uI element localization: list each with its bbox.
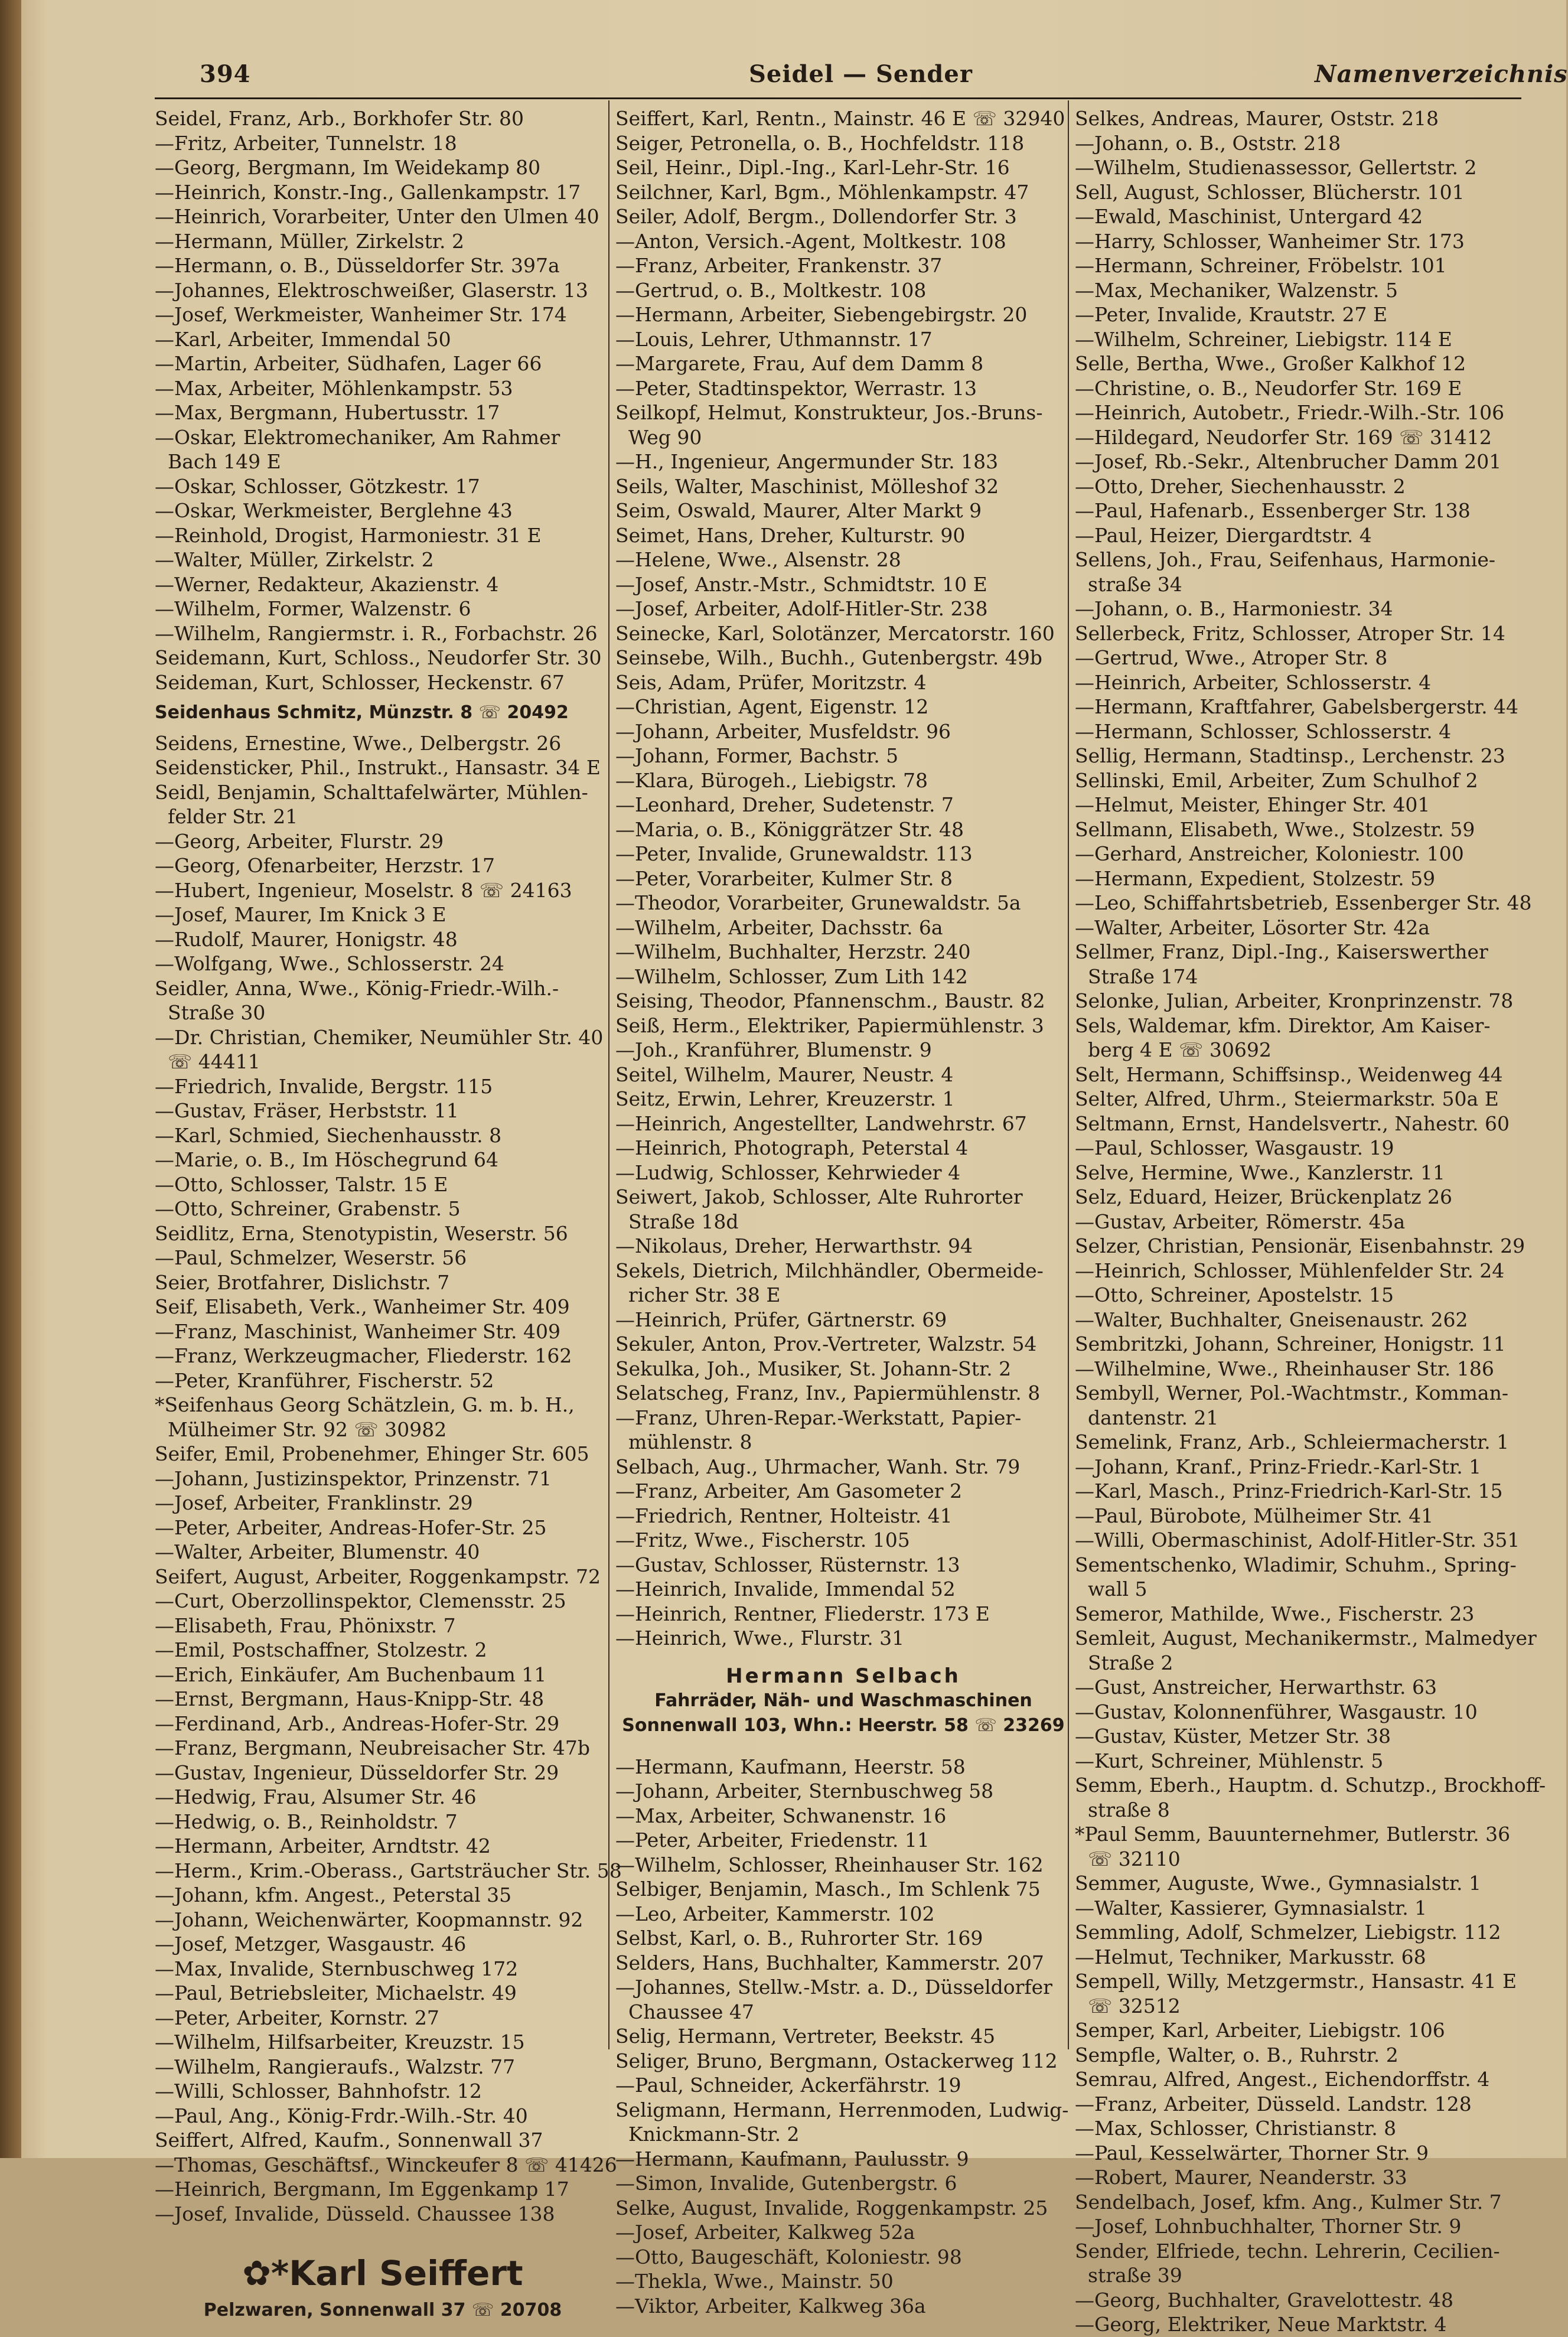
directory-entry: Seidens, Ernestine, Wwe., Delbergstr. 26 — [155, 731, 562, 755]
directory-entry: Seim, Oswald, Maurer, Alter Markt 9 — [615, 499, 982, 522]
directory-entry: —Oskar, Schlosser, Götzkestr. 17 — [155, 474, 480, 498]
directory-entry: Seilkopf, Helmut, Konstrukteur, Jos.-Bruns- — [615, 401, 1043, 424]
advert-hermann-selbach — [615, 1651, 1071, 1755]
directory-entry: —Wilhelm, Rangieraufs., Walzstr. 77 — [155, 2055, 516, 2078]
page-binding — [0, 0, 21, 2158]
directory-entry: Seiwert, Jakob, Schlosser, Alte Ruhrorter — [615, 1185, 1023, 1208]
advert-line: Sonnenwall 103, Whn.: Heerstr. 58 ☏ 23269 — [622, 1715, 1065, 1736]
directory-entry: —Gerhard, Anstreicher, Koloniestr. 100 — [1075, 842, 1464, 865]
directory-entry: —Wilhelm, Schreiner, Liebigstr. 114 E — [1075, 327, 1452, 351]
directory-entry: —Max, Invalide, Sternbuschweg 172 — [155, 1957, 519, 1980]
directory-entry: —Max, Mechaniker, Walzenstr. 5 — [1075, 278, 1399, 302]
directory-entry: ☏ 32512 — [1088, 1994, 1181, 2017]
advert-name: Hermann Selbach — [726, 1664, 961, 1688]
directory-entry: Sender, Elfriede, techn. Lehrerin, Cecilien- — [1075, 2239, 1500, 2263]
directory-entry: —Josef, Werkmeister, Wanheimer Str. 174 — [155, 303, 567, 326]
directory-entry: Sellinski, Emil, Arbeiter, Zum Schulhof 2 — [1075, 768, 1478, 792]
directory-entry: —Max, Arbeiter, Möhlenkampstr. 53 — [155, 376, 513, 400]
directory-entry: —Georg, Buchhalter, Gravelottestr. 48 — [1075, 2288, 1454, 2312]
directory-entry: —Paul, Schlosser, Wasgaustr. 19 — [1075, 1136, 1394, 1159]
directory-entry: Seidenhaus Schmitz, Münzstr. 8 ☏ 20492 — [155, 702, 569, 723]
directory-entry: —Johann, Weichenwärter, Koopmannstr. 92 — [155, 1908, 583, 1931]
directory-entry: —Josef, Arbeiter, Franklinstr. 29 — [155, 1491, 473, 1514]
directory-entry: —Theodor, Vorarbeiter, Grunewaldstr. 5a — [615, 891, 1021, 914]
directory-entry: Seinsebe, Wilh., Buchh., Gutenbergstr. 49b — [615, 646, 1042, 669]
directory-entry: —Heinrich, Vorarbeiter, Unter den Ulmen 40 — [155, 205, 599, 228]
directory-entry: Seligmann, Hermann, Herrenmoden, Ludwig- — [615, 2098, 1069, 2121]
directory-entry: —Gustav, Ingenieur, Düsseldorfer Str. 29 — [155, 1761, 559, 1784]
directory-entry: Sendelbach, Josef, kfm. Ang., Kulmer Str. 7 — [1075, 2190, 1502, 2214]
directory-entry: —Ludwig, Schlosser, Kehrwieder 4 — [615, 1161, 961, 1184]
directory-entry: —Wolfgang, Wwe., Schlosserstr. 24 — [155, 952, 504, 975]
directory-entry: —Nikolaus, Dreher, Herwarthstr. 94 — [615, 1234, 973, 1257]
directory-entry: —Paul, Kesselwärter, Thorner Str. 9 — [1075, 2141, 1429, 2165]
directory-entry: Sellerbeck, Fritz, Schlosser, Atroper Str. 14 — [1075, 621, 1505, 645]
directory-entry: Sekulka, Joh., Musiker, St. Johann-Str. 2 — [615, 1357, 1012, 1380]
directory-entry: Seiffert, Alfred, Kaufm., Sonnenwall 37 — [155, 2129, 543, 2152]
directory-entry: Selbst, Karl, o. B., Ruhrorter Str. 169 — [615, 1927, 983, 1950]
directory-entry: ☏ 44411 — [168, 1050, 260, 1073]
directory-entry: —Josef, Metzger, Wasgaustr. 46 — [155, 1932, 467, 1955]
directory-entry: Seif, Elisabeth, Verk., Wanheimer Str. 409 — [155, 1295, 570, 1318]
directory-entry: Seiler, Adolf, Bergm., Dollendorfer Str. 3 — [615, 205, 1017, 228]
directory-entry: Selle, Bertha, Wwe., Großer Kalkhof 12 — [1075, 352, 1466, 375]
directory-entry: Sellmann, Elisabeth, Wwe., Stolzestr. 59 — [1075, 817, 1475, 841]
entry-list — [155, 106, 622, 2226]
directory-entry: —Heinrich, Rentner, Fliederstr. 173 E — [615, 1602, 990, 1625]
directory-entry: —Walter, Arbeiter, Blumenstr. 40 — [155, 1540, 480, 1563]
directory-entry: —Paul, Betriebsleiter, Michaelstr. 49 — [155, 1981, 517, 2004]
directory-entry: —Hildegard, Neudorfer Str. 169 ☏ 31412 — [1075, 425, 1492, 449]
directory-entry: —Otto, Schlosser, Talstr. 15 E — [155, 1172, 448, 1196]
directory-entry: Straße 18d — [628, 1210, 739, 1233]
directory-entry: —Peter, Vorarbeiter, Kulmer Str. 8 — [615, 866, 953, 890]
directory-entry: dantenstr. 21 — [1088, 1406, 1219, 1429]
directory-entry: —Heinrich, Arbeiter, Schlosserstr. 4 — [1075, 670, 1432, 694]
directory-entry: straße 34 — [1088, 572, 1182, 596]
directory-entry: —Ewald, Maschinist, Untergard 42 — [1075, 205, 1423, 228]
directory-entry: —Josef, Arbeiter, Kalkweg 52a — [615, 2221, 915, 2244]
directory-entry: Straße 2 — [1088, 1651, 1173, 1674]
directory-entry: —Harry, Schlosser, Wanheimer Str. 173 — [1075, 229, 1465, 253]
directory-entry: Knickmann-Str. 2 — [628, 2123, 800, 2146]
directory-entry: —Otto, Dreher, Siechenhausstr. 2 — [1075, 474, 1406, 498]
directory-entry: Sellens, Joh., Frau, Seifenhaus, Harmonie- — [1075, 548, 1495, 571]
directory-entry: Selig, Hermann, Vertreter, Beekstr. 45 — [615, 2025, 996, 2048]
directory-entry: —Gertrud, o. B., Moltkestr. 108 — [615, 278, 927, 302]
directory-entry: —Max, Bergmann, Hubertusstr. 17 — [155, 401, 500, 424]
directory-entry: —Wilhelm, Hilfsarbeiter, Kreuzstr. 15 — [155, 2030, 525, 2054]
directory-entry: wall 5 — [1088, 1577, 1148, 1601]
directory-entry: Sempfle, Walter, o. B., Ruhrstr. 2 — [1075, 2043, 1399, 2067]
directory-entry: —Ernst, Bergmann, Haus-Knipp-Str. 48 — [155, 1687, 545, 1710]
entry-list — [615, 106, 1071, 1651]
directory-entry: —Franz, Uhren-Repar.-Werkstatt, Papier- — [615, 1406, 1022, 1429]
directory-entry: —Martin, Arbeiter, Südhafen, Lager 66 — [155, 352, 542, 375]
directory-entry: —Georg, Ofenarbeiter, Herzstr. 17 — [155, 854, 495, 877]
directory-entry: —Christian, Agent, Eigenstr. 12 — [615, 695, 929, 718]
directory-entry: —Heinrich, Photograph, Peterstal 4 — [615, 1136, 969, 1159]
directory-entry: —Fritz, Wwe., Fischerstr. 105 — [615, 1528, 910, 1552]
directory-entry: —Peter, Invalide, Krautstr. 27 E — [1075, 303, 1388, 326]
directory-entry: Weg 90 — [628, 425, 702, 449]
directory-entry: —Rudolf, Maurer, Honigstr. 48 — [155, 927, 458, 951]
column-2 — [615, 106, 1071, 2318]
section-title: Namenverzeichnis — [1315, 60, 1568, 88]
directory-entry: felder Str. 21 — [168, 805, 298, 828]
directory-entry: Sekuler, Anton, Prov.-Vertreter, Walzstr. 54 — [615, 1332, 1037, 1355]
directory-entry: —Franz, Maschinist, Wanheimer Str. 409 — [155, 1319, 561, 1343]
directory-entry: Selatscheg, Franz, Inv., Papiermühlenstr. 8 — [615, 1381, 1041, 1404]
directory-entry: Straße 30 — [168, 1001, 266, 1024]
directory-entry: —Oskar, Elektromechaniker, Am Rahmer — [155, 425, 560, 449]
directory-entry: —Hermann, Expedient, Stolzestr. 59 — [1075, 866, 1436, 890]
directory-entry: —Franz, Arbeiter, Frankenstr. 37 — [615, 254, 943, 277]
directory-entry: —Johann, Kranf., Prinz-Friedr.-Karl-Str. 1 — [1075, 1455, 1482, 1478]
advert-name: ✿*Karl Seiffert — [242, 2253, 523, 2293]
directory-entry: —Johann, o. B., Oststr. 218 — [1075, 131, 1341, 155]
directory-entry: —Hedwig, Frau, Alsumer Str. 46 — [155, 1785, 477, 1808]
directory-entry: —Fritz, Arbeiter, Tunnelstr. 18 — [155, 131, 457, 155]
directory-entry: —Wilhelm, Former, Walzenstr. 6 — [155, 597, 471, 620]
advert-line: Fahrräder, Näh- und Waschmaschinen — [654, 1690, 1032, 1711]
directory-entry: —Karl, Arbeiter, Immendal 50 — [155, 327, 451, 351]
directory-entry: —Hermann, Schreiner, Fröbelstr. 101 — [1075, 254, 1447, 277]
directory-entry: Seliger, Bruno, Bergmann, Ostackerweg 112 — [615, 2049, 1058, 2072]
directory-entry: —Maria, o. B., Königgrätzer Str. 48 — [615, 817, 964, 841]
directory-entry: —Robert, Maurer, Neanderstr. 33 — [1075, 2166, 1407, 2189]
directory-entry: Sempell, Willy, Metzgermstr., Hansastr. 41 E — [1075, 1970, 1517, 1993]
directory-entry: —Josef, Lohnbuchhalter, Thorner Str. 9 — [1075, 2215, 1462, 2238]
directory-entry: —Oskar, Werkmeister, Berglehne 43 — [155, 499, 513, 522]
directory-entry: Selkes, Andreas, Maurer, Oststr. 218 — [1075, 107, 1439, 130]
directory-entry: Seidlitz, Erna, Stenotypistin, Weserstr. 56 — [155, 1221, 568, 1245]
directory-entry: —Josef, Maurer, Im Knick 3 E — [155, 903, 446, 926]
directory-entry: —Wilhelm, Buchhalter, Herzstr. 240 — [615, 940, 971, 963]
directory-entry: Selke, August, Invalide, Roggenkampstr. 25 — [615, 2196, 1048, 2219]
directory-entry: Selt, Hermann, Schiffsinsp., Weidenweg 44 — [1075, 1062, 1503, 1086]
directory-entry: Sels, Waldemar, kfm. Direktor, Am Kaiser- — [1075, 1013, 1491, 1037]
directory-entry: —Johann, Arbeiter, Sternbuschweg 58 — [615, 1779, 994, 1803]
directory-entry: —Hermann, o. B., Düsseldorfer Str. 397a — [155, 254, 560, 277]
directory-entry: —Johann, Arbeiter, Musfeldstr. 96 — [615, 719, 951, 743]
directory-entry: —Paul, Hafenarb., Essenberger Str. 138 — [1075, 499, 1471, 522]
directory-entry: Seidemann, Kurt, Schloss., Neudorfer Str. 30 — [155, 646, 602, 669]
directory-entry: —Hermann, Arbeiter, Arndtstr. 42 — [155, 1834, 491, 1857]
directory-entry: —Josef, Anstr.-Mstr., Schmidtstr. 10 E — [615, 572, 987, 596]
directory-entry: —Johann, o. B., Harmoniestr. 34 — [1075, 597, 1393, 620]
directory-entry: —Helene, Wwe., Alsenstr. 28 — [615, 548, 901, 571]
directory-entry: —Peter, Invalide, Grunewaldstr. 113 — [615, 842, 973, 865]
directory-entry: —Gustav, Arbeiter, Römerstr. 45a — [1075, 1210, 1406, 1233]
directory-entry: mühlenstr. 8 — [628, 1430, 752, 1453]
directory-entry: —Peter, Arbeiter, Andreas-Hofer-Str. 25 — [155, 1515, 547, 1539]
directory-entry: —Helmut, Techniker, Markusstr. 68 — [1075, 1945, 1426, 1968]
directory-entry: —Gustav, Küster, Metzer Str. 38 — [1075, 1725, 1391, 1748]
directory-entry: —Gustav, Fräser, Herbststr. 11 — [155, 1099, 459, 1122]
directory-entry: —Willi, Schlosser, Bahnhofstr. 12 — [155, 2079, 482, 2103]
directory-entry: —Thekla, Wwe., Mainstr. 50 — [615, 2270, 894, 2293]
directory-entry: Seifer, Emil, Probenehmer, Ehinger Str. 605 — [155, 1442, 589, 1465]
directory-entry: —Walter, Arbeiter, Lösorter Str. 42a — [1075, 915, 1430, 939]
directory-entry: Sekels, Dietrich, Milchhändler, Obermeide- — [615, 1259, 1044, 1282]
directory-entry: —Paul, Ang., König-Frdr.-Wilh.-Str. 40 — [155, 2104, 528, 2127]
directory-entry: Selonke, Julian, Arbeiter, Kronprinzenstr. 78 — [1075, 989, 1514, 1012]
directory-entry: —Georg, Bergmann, Im Weidekamp 80 — [155, 156, 541, 179]
directory-entry: —Karl, Masch., Prinz-Friedrich-Karl-Str. 15 — [1075, 1479, 1503, 1502]
directory-entry: —Heinrich, Schlosser, Mühlenfelder Str. 24 — [1075, 1259, 1505, 1282]
directory-entry: Sell, August, Schlosser, Blücherstr. 101 — [1075, 180, 1465, 204]
directory-entry: —Elisabeth, Frau, Phönixstr. 7 — [155, 1614, 456, 1637]
directory-entry: —Karl, Schmied, Siechenhausstr. 8 — [155, 1123, 502, 1147]
directory-entry: —Gertrud, Wwe., Atroper Str. 8 — [1075, 646, 1388, 669]
directory-entry: Semm, Eberh., Hauptm. d. Schutzp., Brockhoff- — [1075, 1774, 1546, 1797]
directory-entry: —Franz, Arbeiter, Am Gasometer 2 — [615, 1479, 963, 1502]
directory-entry: —Heinrich, Konstr.-Ing., Gallenkampstr. 17 — [155, 180, 581, 204]
directory-entry: Semrau, Alfred, Angest., Eichendorffstr. 4 — [1075, 2068, 1490, 2091]
directory-entry: *Seifenhaus Georg Schätzlein, G. m. b. H., — [155, 1393, 575, 1416]
directory-entry: Semeror, Mathilde, Wwe., Fischerstr. 23 — [1075, 1602, 1475, 1625]
directory-entry: Seidler, Anna, Wwe., König-Friedr.-Wilh.- — [155, 976, 559, 1000]
directory-entry: —Franz, Arbeiter, Düsseld. Landstr. 128 — [1075, 2092, 1472, 2116]
directory-entry: —H., Ingenieur, Angermunder Str. 183 — [615, 450, 999, 473]
directory-entry: —Ferdinand, Arb., Andreas-Hofer-Str. 29 — [155, 1712, 560, 1735]
directory-entry: Selter, Alfred, Uhrm., Steiermarkstr. 50a E — [1075, 1087, 1499, 1110]
directory-entry: —Franz, Bergmann, Neubreisacher Str. 47b — [155, 1736, 590, 1759]
directory-entry: —Heinrich, Bergmann, Im Eggenkamp 17 — [155, 2178, 569, 2201]
directory-entry: Seimet, Hans, Dreher, Kulturstr. 90 — [615, 523, 966, 547]
directory-entry: —Joh., Kranführer, Blumenstr. 9 — [615, 1038, 932, 1061]
directory-entry: —Gust, Anstreicher, Herwarthstr. 63 — [1075, 1676, 1437, 1699]
directory-entry: —Christine, o. B., Neudorfer Str. 169 E — [1075, 376, 1462, 400]
directory-entry: straße 39 — [1088, 2264, 1182, 2287]
directory-entry: —Wilhelm, Studienassessor, Gellertstr. 2 — [1075, 156, 1477, 179]
directory-entry: —Paul, Heizer, Diergardtstr. 4 — [1075, 523, 1372, 547]
directory-entry: —Otto, Schreiner, Grabenstr. 5 — [155, 1197, 461, 1220]
directory-entry: —Hermann, Kraftfahrer, Gabelsbergerstr. 44 — [1075, 695, 1519, 718]
directory-entry: —Margarete, Frau, Auf dem Damm 8 — [615, 352, 984, 375]
directory-entry: —Otto, Schreiner, Apostelstr. 15 — [1075, 1283, 1394, 1306]
directory-entry: Selbiger, Benjamin, Masch., Im Schlenk 75 — [615, 1878, 1041, 1901]
directory-entry: —Thomas, Geschäftsf., Winckeufer 8 ☏ 41426 — [155, 2153, 617, 2176]
directory-entry: —Hermann, Arbeiter, Siebengebirgstr. 20 — [615, 303, 1028, 326]
directory-entry: Semleit, August, Mechanikermstr., Malmedyer — [1075, 1627, 1537, 1650]
directory-entry: Chaussee 47 — [628, 2000, 754, 2023]
directory-entry: —Walter, Kassierer, Gymnasialstr. 1 — [1075, 1896, 1427, 1919]
directory-entry: —Walter, Müller, Zirkelstr. 2 — [155, 548, 434, 571]
page-number: 394 — [200, 60, 251, 88]
directory-entry: Sembyll, Werner, Pol.-Wachtmstr., Komman- — [1075, 1381, 1508, 1404]
directory-entry: —Max, Schlosser, Christianstr. 8 — [1075, 2117, 1397, 2140]
directory-entry: Selzer, Christian, Pensionär, Eisenbahnstr. 29 — [1075, 1234, 1525, 1257]
directory-entry: Seiffert, Karl, Rentn., Mainstr. 46 E ☏ 32940 — [615, 107, 1065, 130]
directory-entry: —Emil, Postschaffner, Stolzestr. 2 — [155, 1638, 487, 1661]
directory-entry: Sellmer, Franz, Dipl.-Ing., Kaiserswerther — [1075, 940, 1488, 963]
directory-entry: —Reinhold, Drogist, Harmoniestr. 31 E — [155, 523, 542, 547]
directory-entry: *Paul Semm, Bauunternehmer, Butlerstr. 36 — [1075, 1823, 1511, 1846]
directory-entry: —Johann, Former, Bachstr. 5 — [615, 744, 899, 767]
directory-entry: Semmer, Auguste, Wwe., Gymnasialstr. 1 — [1075, 1872, 1481, 1895]
entry-list — [1075, 106, 1546, 2337]
directory-entry: straße 8 — [1088, 1798, 1170, 1821]
directory-entry: berg 4 E ☏ 30692 — [1088, 1038, 1272, 1061]
directory-entry: —Kurt, Schreiner, Mühlenstr. 5 — [1075, 1749, 1384, 1772]
directory-entry: —Gustav, Kolonnenführer, Wasgaustr. 10 — [1075, 1700, 1478, 1723]
column-1 — [155, 106, 622, 2322]
directory-entry: —Peter, Stadtinspektor, Werrastr. 13 — [615, 376, 977, 400]
directory-entry: —Hermann, Müller, Zirkelstr. 2 — [155, 229, 465, 253]
directory-entry: Semper, Karl, Arbeiter, Liebigstr. 106 — [1075, 2019, 1445, 2042]
directory-entry: —Josef, Invalide, Düsseld. Chaussee 138 — [155, 2202, 555, 2225]
directory-entry: —Simon, Invalide, Gutenbergstr. 6 — [615, 2172, 957, 2195]
directory-entry: —Paul, Bürobote, Mülheimer Str. 41 — [1075, 1504, 1434, 1527]
directory-entry: —Heinrich, Wwe., Flurstr. 31 — [615, 1627, 905, 1650]
directory-entry: —Gustav, Schlosser, Rüsternstr. 13 — [615, 1553, 960, 1576]
page-title: Seidel — Sender — [749, 60, 973, 88]
directory-entry: Selve, Hermine, Wwe., Kanzlerstr. 11 — [1075, 1161, 1445, 1184]
directory-entry: —Peter, Arbeiter, Friedenstr. 11 — [615, 1828, 930, 1852]
directory-entry: ☏ 32110 — [1088, 1847, 1181, 1870]
directory-entry: —Hedwig, o. B., Reinholdstr. 7 — [155, 1810, 458, 1833]
entry-list — [615, 1755, 1071, 2319]
directory-entry: —Leo, Arbeiter, Kammerstr. 102 — [615, 1902, 935, 1925]
directory-entry: richer Str. 38 E — [628, 1283, 781, 1306]
directory-entry: —Herm., Krim.-Oberass., Gartsträucher Str. 58 — [155, 1859, 622, 1882]
directory-entry: Seidensticker, Phil., Instrukt., Hansastr. 34 E — [155, 756, 601, 779]
directory-entry: —Wilhelm, Schlosser, Zum Lith 142 — [615, 964, 968, 988]
directory-entry: —Paul, Schmelzer, Weserstr. 56 — [155, 1246, 467, 1269]
directory-entry: —Otto, Baugeschäft, Koloniestr. 98 — [615, 2245, 962, 2268]
directory-entry: —Heinrich, Autobetr., Friedr.-Wilh.-Str. 106 — [1075, 401, 1505, 424]
directory-entry: Semelink, Franz, Arb., Schleiermacherstr. 1 — [1075, 1430, 1510, 1453]
directory-entry: Seidel, Franz, Arb., Borkhofer Str. 80 — [155, 107, 524, 130]
directory-entry: —Leonhard, Dreher, Sudetenstr. 7 — [615, 793, 954, 816]
directory-entry: —Johann, kfm. Angest., Peterstal 35 — [155, 1883, 512, 1906]
directory-entry: —Friedrich, Rentner, Holteistr. 41 — [615, 1504, 953, 1527]
directory-entry: —Wilhelm, Arbeiter, Dachsstr. 6a — [615, 915, 943, 939]
directory-entry: —Curt, Oberzollinspektor, Clemensstr. 25 — [155, 1589, 566, 1612]
directory-entry: —Werner, Redakteur, Akazienstr. 4 — [155, 572, 499, 596]
directory-entry: —Franz, Werkzeugmacher, Fliederstr. 162 — [155, 1344, 572, 1367]
directory-entry: Selbach, Aug., Uhrmacher, Wanh. Str. 79 — [615, 1455, 1021, 1478]
directory-entry: —Georg, Elektriker, Neue Marktstr. 4 — [1075, 2313, 1447, 2336]
directory-entry: —Johann, Justizinspektor, Prinzenstr. 71 — [155, 1466, 552, 1490]
directory-entry: Seifert, August, Arbeiter, Roggenkampstr. 72 — [155, 1564, 601, 1588]
directory-entry: —Wilhelm, Rangiermstr. i. R., Forbachstr. 26 — [155, 621, 598, 645]
directory-entry: —Heinrich, Invalide, Immendal 52 — [615, 1577, 956, 1601]
directory-entry: Sembritzki, Johann, Schreiner, Honigstr. 11 — [1075, 1332, 1506, 1355]
directory-entry: —Willi, Obermaschinist, Adolf-Hitler-Str. 351 — [1075, 1528, 1520, 1552]
directory-entry: Seiger, Petronella, o. B., Hochfeldstr. 118 — [615, 131, 1025, 155]
directory-entry: Seils, Walter, Maschinist, Mölleshof 32 — [615, 474, 999, 498]
directory-entry: —Peter, Kranführer, Fischerstr. 52 — [155, 1368, 494, 1392]
directory-entry: Sellig, Hermann, Stadtinsp., Lerchenstr. 23 — [1075, 744, 1505, 767]
directory-entry: Seltmann, Ernst, Handelsvertr., Nahestr. 60 — [1075, 1112, 1510, 1135]
column-3 — [1075, 106, 1546, 2337]
directory-entry: —Max, Arbeiter, Schwanenstr. 16 — [615, 1804, 947, 1827]
directory-entry: —Hermann, Kaufmann, Paulusstr. 9 — [615, 2147, 969, 2170]
directory-entry: Selz, Eduard, Heizer, Brückenplatz 26 — [1075, 1185, 1453, 1208]
directory-entry: Mülheimer Str. 92 ☏ 30982 — [168, 1417, 447, 1441]
directory-entry: Seideman, Kurt, Schlosser, Heckenstr. 67 — [155, 670, 565, 694]
directory-entry: Seitz, Erwin, Lehrer, Kreuzerstr. 1 — [615, 1087, 955, 1110]
directory-entry: Bach 149 E — [168, 450, 281, 473]
directory-entry: —Josef, Rb.-Sekr., Altenbrucher Damm 201 — [1075, 450, 1502, 473]
directory-entry: Seinecke, Karl, Solotänzer, Mercatorstr. 160 — [615, 621, 1055, 645]
directory-entry: Seidl, Benjamin, Schalttafelwärter, Mühlen- — [155, 780, 588, 804]
directory-entry: Seier, Brotfahrer, Dislichstr. 7 — [155, 1270, 450, 1294]
directory-entry: Seis, Adam, Prüfer, Moritzstr. 4 — [615, 670, 927, 694]
directory-entry: —Hermann, Kaufmann, Heerstr. 58 — [615, 1755, 966, 1778]
directory-entry: —Klara, Bürogeh., Liebigstr. 78 — [615, 768, 928, 792]
directory-entry: Sementschenko, Wladimir, Schuhm., Spring- — [1075, 1553, 1517, 1576]
directory-entry: —Josef, Arbeiter, Adolf-Hitler-Str. 238 — [615, 597, 988, 620]
directory-entry: —Heinrich, Angestellter, Landwehrstr. 67 — [615, 1112, 1027, 1135]
directory-entry: —Dr. Christian, Chemiker, Neumühler Str. 40 — [155, 1025, 604, 1049]
directory-entry: Seil, Heinr., Dipl.-Ing., Karl-Lehr-Str. 16 — [615, 156, 1010, 179]
directory-entry: —Paul, Schneider, Ackerfährstr. 19 — [615, 2074, 961, 2097]
directory-entry: —Wilhelm, Schlosser, Rheinhauser Str. 162 — [615, 1853, 1044, 1876]
directory-entry: Seiß, Herm., Elektriker, Papiermühlenstr. 3 — [615, 1013, 1044, 1037]
directory-entry: Semmling, Adolf, Schmelzer, Liebigstr. 112 — [1075, 1921, 1501, 1944]
directory-entry: —Marie, o. B., Im Höschegrund 64 — [155, 1148, 498, 1171]
directory-entry: Seilchner, Karl, Bgm., Möhlenkampstr. 47 — [615, 180, 1029, 204]
directory-entry: —Wilhelmine, Wwe., Rheinhauser Str. 186 — [1075, 1357, 1494, 1380]
directory-entry: —Anton, Versich.-Agent, Moltkestr. 108 — [615, 229, 1006, 253]
directory-entry: —Helmut, Meister, Ehinger Str. 401 — [1075, 793, 1430, 816]
directory-entry: Seising, Theodor, Pfannenschm., Baustr. 82 — [615, 989, 1045, 1012]
directory-entry: —Louis, Lehrer, Uthmannstr. 17 — [615, 327, 933, 351]
directory-entry: —Erich, Einkäufer, Am Buchenbaum 11 — [155, 1663, 547, 1686]
directory-entry: —Walter, Buchhalter, Gneisenaustr. 262 — [1075, 1308, 1468, 1331]
directory-entry: —Johannes, Elektroschweißer, Glaserstr. 13 — [155, 278, 588, 302]
directory-entry: —Viktor, Arbeiter, Kalkweg 36a — [615, 2294, 926, 2318]
directory-entry: —Johannes, Stellw.-Mstr. a. D., Düsseldorfer — [615, 1976, 1052, 1999]
advert-karl-seiffert — [155, 2226, 611, 2322]
directory-entry: Selders, Hans, Buchhalter, Kammerstr. 207 — [615, 1951, 1044, 1974]
directory-entry: —Hubert, Ingenieur, Moselstr. 8 ☏ 24163 — [155, 878, 572, 902]
directory-entry: —Hermann, Schlosser, Schlosserstr. 4 — [1075, 719, 1452, 743]
directory-entry: —Friedrich, Invalide, Bergstr. 115 — [155, 1074, 493, 1098]
directory-entry: Straße 174 — [1088, 964, 1198, 988]
directory-entry: —Peter, Arbeiter, Kornstr. 27 — [155, 2006, 439, 2029]
header-rule — [155, 97, 1521, 99]
advert-line: Pelzwaren, Sonnenwall 37 ☏ 20708 — [203, 2299, 562, 2320]
directory-entry: —Leo, Schiffahrtsbetrieb, Essenberger Str. 48 — [1075, 891, 1532, 914]
directory-entry: Seitel, Wilhelm, Maurer, Neustr. 4 — [615, 1062, 954, 1086]
directory-entry: —Heinrich, Prüfer, Gärtnerstr. 69 — [615, 1308, 947, 1331]
directory-entry: —Georg, Arbeiter, Flurstr. 29 — [155, 829, 444, 853]
